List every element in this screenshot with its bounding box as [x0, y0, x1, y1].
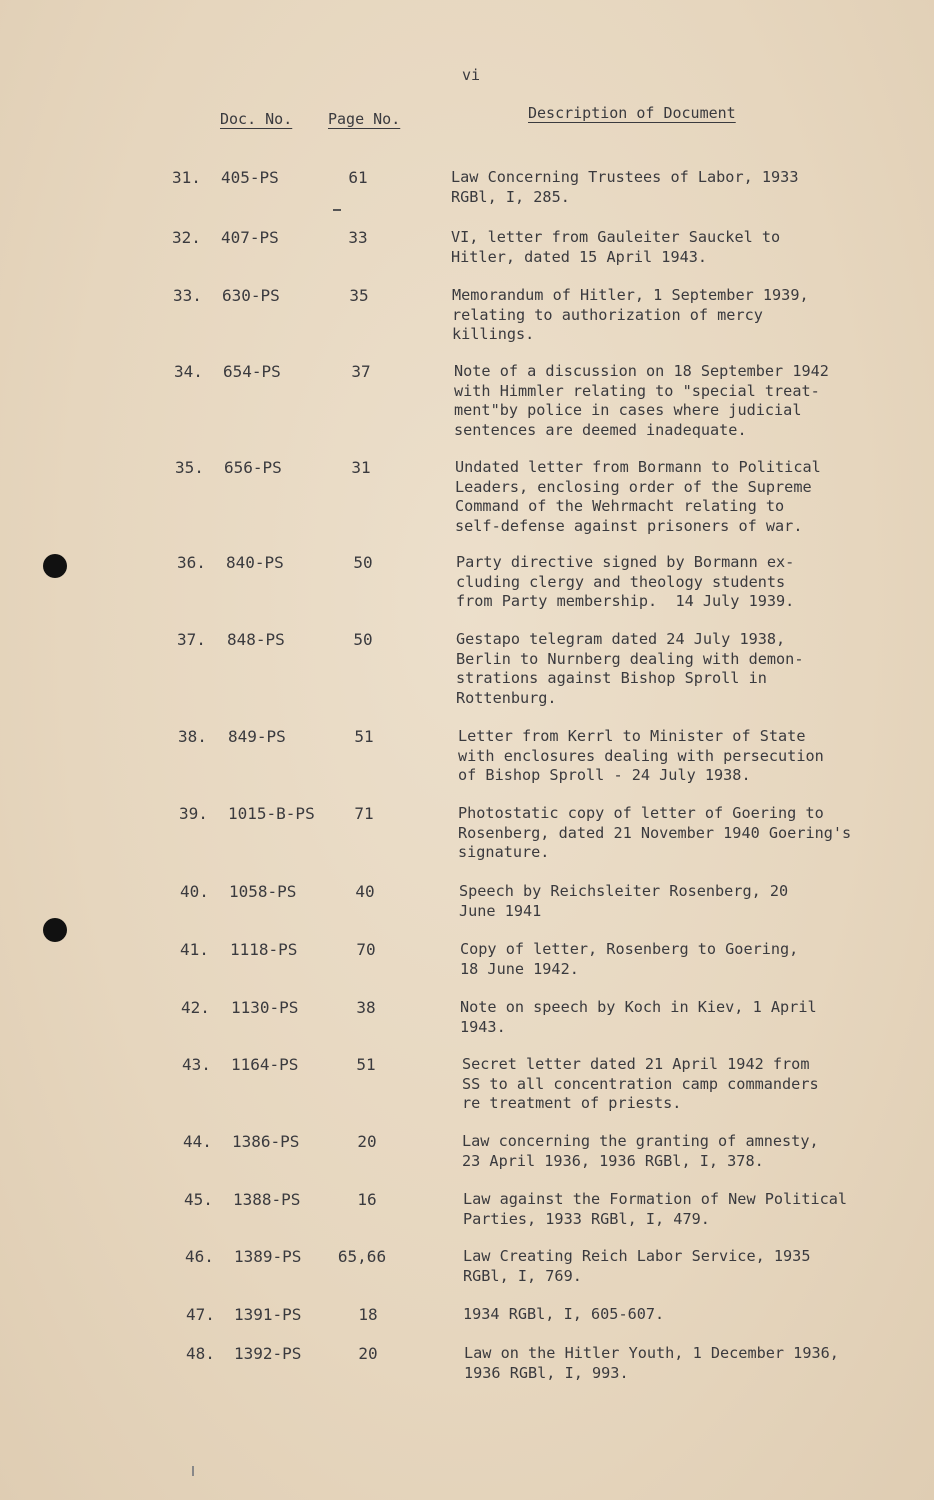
description: Law Concerning Trustees of Labor, 1933 RGBl, I, 285.: [451, 168, 799, 206]
row-number: 31.: [172, 168, 201, 187]
row-number: 45.: [184, 1190, 213, 1209]
punch-hole-lower: [43, 918, 67, 942]
header-doc-no: Doc. No.: [220, 110, 293, 128]
doc-number: 1386-PS: [232, 1132, 300, 1151]
page-ref: 51: [354, 727, 374, 746]
page-ref: 70: [356, 940, 376, 959]
row-number: 37.: [177, 630, 206, 649]
description: Note on speech by Koch in Kiev, 1 April 1943.: [460, 998, 817, 1036]
doc-number: 1164-PS: [231, 1055, 299, 1074]
row-number: 33.: [173, 286, 202, 305]
row-number: 34.: [174, 362, 203, 381]
description: Letter from Kerrl to Minister of State with enclosures dealing with persecution of Bishop Sproll - 24 July 1938.: [458, 727, 824, 784]
doc-number: 405-PS: [221, 168, 279, 187]
description: Copy of letter, Rosenberg to Goering, 18 June 1942.: [460, 940, 799, 978]
description: VI, letter from Gauleiter Sauckel to Hitler, dated 15 April 1943.: [451, 228, 781, 266]
page-ref: 61: [348, 168, 368, 187]
description: Law on the Hitler Youth, 1 December 1936, 1936 RGBl, I, 993.: [464, 1344, 839, 1382]
doc-number: 849-PS: [228, 727, 286, 746]
punch-hole-upper: [43, 554, 67, 578]
page-ref: 65,66: [337, 1247, 387, 1266]
row-number: 35.: [175, 458, 204, 477]
row-number: 47.: [186, 1305, 215, 1324]
page-ref: 18: [358, 1305, 378, 1324]
page-ref: 31: [351, 458, 371, 477]
doc-number: 1015-B-PS: [228, 804, 315, 823]
row-number: 39.: [179, 804, 208, 823]
paper-mark: [192, 1466, 194, 1476]
doc-number: 1388-PS: [233, 1190, 301, 1209]
page-ref: 37: [351, 362, 371, 381]
page-ref: 40: [355, 882, 375, 901]
description: 1934 RGBl, I, 605-607.: [463, 1305, 665, 1323]
description: Gestapo telegram dated 24 July 1938, Berlin to Nurnberg dealing with demon- strations against Bishop Sproll in Rottenburg.: [456, 630, 804, 707]
row-number: 48.: [186, 1344, 215, 1363]
description: Law against the Formation of New Political Parties, 1933 RGBl, I, 479.: [463, 1190, 848, 1228]
page-ref: 35: [349, 286, 369, 305]
page-ref: 20: [357, 1132, 377, 1151]
doc-number: 407-PS: [221, 228, 279, 247]
page-ref: 50: [353, 630, 373, 649]
row-number: 40.: [180, 882, 209, 901]
page-ref: 50: [353, 553, 373, 572]
row-number: 38.: [178, 727, 207, 746]
doc-number: 630-PS: [222, 286, 280, 305]
row-number: 44.: [183, 1132, 212, 1151]
doc-number: 1130-PS: [231, 998, 299, 1017]
page-ref: 38: [356, 998, 376, 1017]
description: Speech by Reichsleiter Rosenberg, 20 June 1941: [459, 882, 789, 920]
description: Secret letter dated 21 April 1942 from SS to all concentration camp commanders re treatment of priests.: [462, 1055, 819, 1112]
doc-number: 840-PS: [226, 553, 284, 572]
row-number: 46.: [185, 1247, 214, 1266]
row-number: 36.: [177, 553, 206, 572]
page-ref: 16: [357, 1190, 377, 1209]
description: Undated letter from Bormann to Political Leaders, enclosing order of the Supreme Command of the Wehrmacht relating to self-defense against prisoners of war.: [455, 458, 821, 535]
description: Photostatic copy of letter of Goering to Rosenberg, dated 21 November 1940 Goering's signature.: [458, 804, 852, 861]
header-page-no: Page No.: [328, 110, 401, 128]
description: Note of a discussion on 18 September 1942 with Himmler relating to "special treat- ment"by police in cases where judicial sentences are deemed inadequate.: [454, 362, 829, 439]
doc-number: 656-PS: [224, 458, 282, 477]
doc-number: 1391-PS: [234, 1305, 302, 1324]
page-ref: 20: [358, 1344, 378, 1363]
row-number: 41.: [180, 940, 209, 959]
doc-number: 1118-PS: [230, 940, 298, 959]
description: Party directive signed by Bormann ex- cluding clergy and theology students from Party membership. 14 July 1939.: [456, 553, 795, 610]
description: Law Creating Reich Labor Service, 1935 RGBl, I, 769.: [463, 1247, 811, 1285]
pencil-dash-mark: [333, 209, 341, 211]
row-number: 42.: [181, 998, 210, 1017]
page-ref: 33: [348, 228, 368, 247]
page-ref: 71: [354, 804, 374, 823]
page-ref: 51: [356, 1055, 376, 1074]
page-number: vi: [462, 66, 481, 84]
description: Law concerning the granting of amnesty, 23 April 1936, 1936 RGBl, I, 378.: [462, 1132, 819, 1170]
doc-number: 654-PS: [223, 362, 281, 381]
row-number: 32.: [172, 228, 201, 247]
row-number: 43.: [182, 1055, 211, 1074]
doc-number: 848-PS: [227, 630, 285, 649]
description: Memorandum of Hitler, 1 September 1939, relating to authorization of mercy killings.: [452, 286, 809, 343]
header-description: Description of Document: [528, 104, 736, 122]
doc-number: 1392-PS: [234, 1344, 302, 1363]
doc-number: 1058-PS: [229, 882, 297, 901]
doc-number: 1389-PS: [234, 1247, 302, 1266]
